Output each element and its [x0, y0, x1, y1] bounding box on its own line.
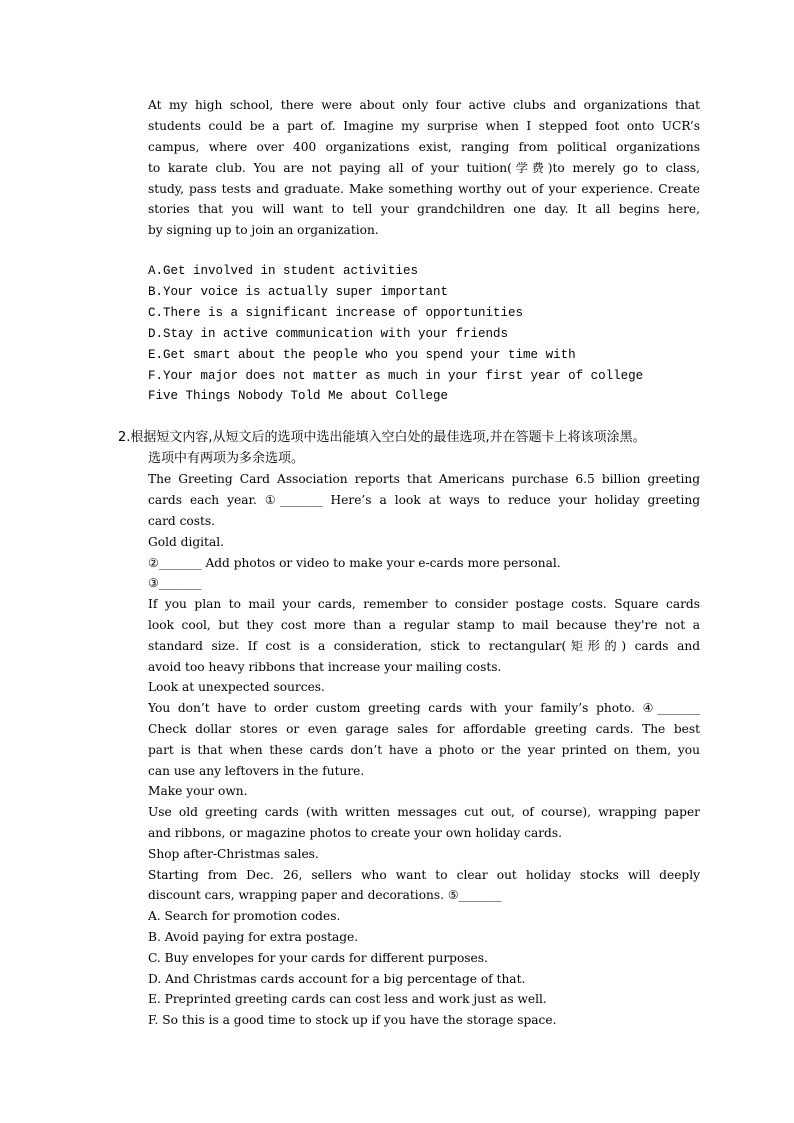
passage2-line: Make your own.	[148, 784, 248, 798]
passage2-line: You don’t have to order custom greeting cards with your family’s photo. ④_______	[148, 701, 700, 715]
passage2-line: and ribbons, or magazine photos to create your own holiday cards.	[148, 826, 562, 840]
passage1-option: F.Your major does not matter as much in your first year of college	[148, 369, 644, 383]
passage2-line: discount cars, wrapping paper and decorations. ⑤_______	[148, 888, 502, 902]
passage2-line: part is that when these cards don’t have a photo or the year printed on them, you	[148, 743, 700, 757]
passage2-line: ②_______ Add photos or video to make your e-cards more personal.	[148, 556, 561, 570]
passage1-option: C.There is a significant increase of opportunities	[148, 306, 524, 320]
passage2-option: D. And Christmas cards account for a big percentage of that.	[148, 972, 526, 986]
passage2-option: E. Preprinted greeting cards can cost less and work just as well.	[148, 992, 547, 1006]
passage2-line: look cool, but they cost more than a regular stamp to mail because they're not a	[148, 618, 700, 632]
passage2-line: Check dollar stores or even garage sales for affordable greeting cards. The best	[148, 722, 700, 736]
passage1-option: A.Get involved in student activities	[148, 264, 419, 278]
passage2-line: Use old greeting cards (with written messages cut out, of course), wrapping paper	[148, 805, 700, 819]
passage2-line: standard size. If cost is a consideration, stick to rectangular(矩形的) cards and	[148, 639, 700, 653]
passage1-option: E.Get smart about the people who you spend your time with	[148, 348, 576, 362]
passage1-line: students could be a part of. Imagine my surprise when I stepped foot onto UCR’s	[148, 119, 700, 133]
passage2-line: cards each year. ①_______ Here’s a look at ways to reduce your holiday greeting	[148, 493, 700, 507]
passage2-line: Starting from Dec. 26, sellers who want to clear out holiday stocks will deeply	[148, 868, 700, 882]
passage2-line: can use any leftovers in the future.	[148, 764, 365, 778]
passage2-line: If you plan to mail your cards, remember to consider postage costs. Square cards	[148, 597, 700, 611]
passage1-option: D.Stay in active communication with your friends	[148, 327, 509, 341]
passage2-option: F. So this is a good time to stock up if you have the storage space.	[148, 1013, 557, 1027]
passage2-option: A. Search for promotion codes.	[148, 909, 341, 923]
passage2-option: B. Avoid paying for extra postage.	[148, 930, 359, 944]
passage1-line: stories that you will want to tell your grandchildren one day. It all begins here,	[148, 202, 700, 216]
passage1-line: At my high school, there were about only four active clubs and organizations that	[148, 98, 700, 112]
passage2-line: Gold digital.	[148, 535, 224, 549]
passage2-line: Look at unexpected sources.	[148, 680, 325, 694]
passage1-line: to karate club. You are not paying all of your tuition(学费)to merely go to class,	[148, 161, 700, 175]
passage1-option: B.Your voice is actually super important	[148, 285, 449, 299]
passage2-line: The Greeting Card Association reports that Americans purchase 6.5 billion greeting	[148, 472, 700, 486]
passage2-option: C. Buy envelopes for your cards for different purposes.	[148, 951, 488, 965]
question2-instruction: 2.根据短文内容,从短文后的选项中选出能填入空白处的最佳选项,并在答题卡上将该项涂黑。	[118, 430, 646, 445]
question2-instruction-cont: 选项中有两项为多余选项。	[148, 451, 305, 466]
passage2-line: Shop after-Christmas sales.	[148, 847, 319, 861]
passage1-line: study, pass tests and graduate. Make something worthy out of your experience. Create	[148, 182, 700, 196]
passage2-line: avoid too heavy ribbons that increase your mailing costs.	[148, 660, 502, 674]
passage1-line: campus, where over 400 organizations exist, ranging from political organizations	[148, 140, 700, 154]
passage2-line: card costs.	[148, 514, 216, 528]
passage1-title: Five Things Nobody Told Me about College	[148, 389, 449, 403]
passage1-line: by signing up to join an organization.	[148, 223, 379, 237]
passage2-line: ③_______	[148, 576, 202, 590]
